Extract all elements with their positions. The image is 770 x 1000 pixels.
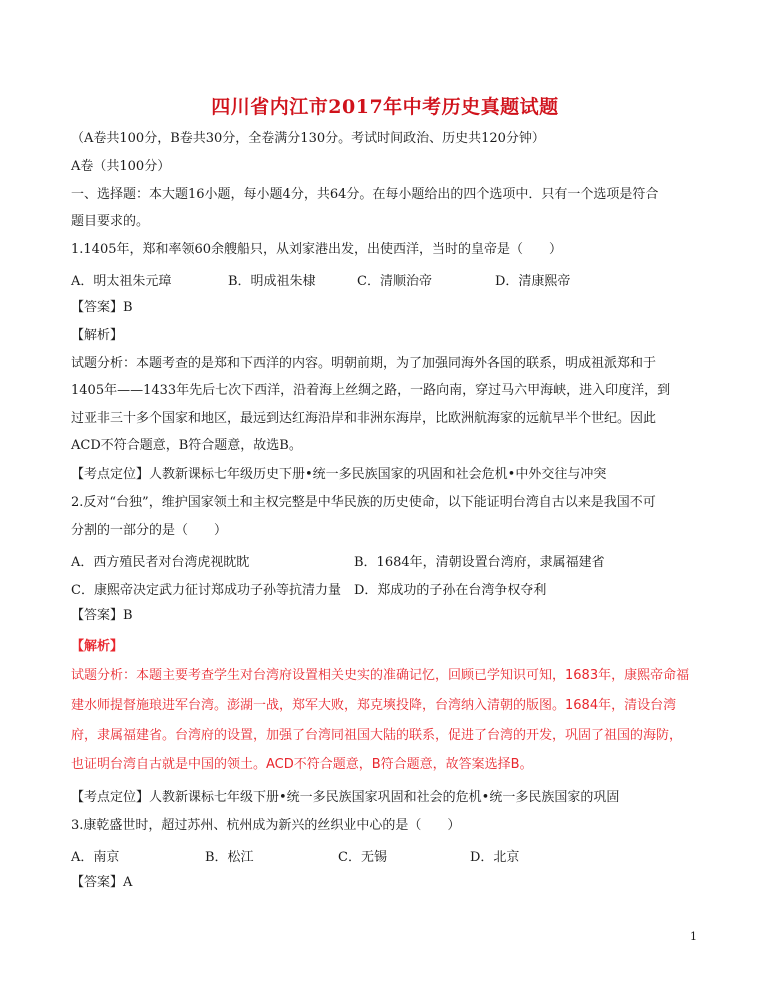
part1-instructions-cont: 题目要求的。 xyxy=(71,214,150,229)
q2-answer: 【答案】B xyxy=(71,608,133,623)
page-title: 四川省内江市2017年中考历史真题试题 xyxy=(211,96,559,118)
q2-option-b: B．1684年，清朝设置台湾府，隶属福建省 xyxy=(354,555,605,570)
q2-analysis-heading: 【解析】 xyxy=(71,639,124,654)
q3-answer: 【答案】A xyxy=(71,875,133,890)
q2-knowledge-point: 【考点定位】人教新课标七年级下册•统一多民族国家巩固和社会的危机•统一多民族国家的巩固 xyxy=(71,790,620,805)
q2-analysis-line: 府，隶属福建省。台湾府的设置，加强了台湾同祖国大陆的联系，促进了台湾的开发，巩固了祖国的海防， xyxy=(71,728,683,743)
q2-option-a: A．西方殖民者对台湾虎视眈眈 xyxy=(71,555,250,570)
page-number: 1 xyxy=(690,930,697,943)
q1-analysis-line: 试题分析：本题考查的是郑和下西洋的内容。明朝前期，为了加强同海外各国的联系，明成祖派郑和于 xyxy=(71,356,657,371)
q2-option-c: C．康熙帝决定武力征讨郑成功子孙等抗清力量 xyxy=(71,583,341,598)
q2-analysis-line: 也证明台湾自古就是中国的领土。ACD不符合题意，B符合题意，故答案选择B。 xyxy=(71,757,533,772)
q1-answer: 【答案】B xyxy=(71,300,133,315)
q1-option-d: D．清康熙帝 xyxy=(495,274,571,289)
q1-analysis-heading: 【解析】 xyxy=(71,328,124,343)
q3-option-d: D．北京 xyxy=(470,850,520,865)
intro-note: （A卷共100分，B卷共30分，全卷满分130分。考试时间政治、历史共120分钟） xyxy=(71,131,545,146)
part1-instructions: 一、选择题：本大题16小题，每小题4分，共64分。在每小题给出的四个选项中．只有一个选项是符合 xyxy=(71,187,659,202)
q2-stem-cont: 分割的一部分的是（ ） xyxy=(71,523,228,538)
section-a-heading: A卷（共100分） xyxy=(71,159,171,174)
q1-analysis-line: 1405年——1433年先后七次下西洋，沿着海上丝绸之路，一路向南，穿过马六甲海峡，进入印度洋，到 xyxy=(71,383,671,398)
q1-stem: 1.1405年，郑和率领60余艘船只，从刘家港出发，出使西洋，当时的皇帝是（ ） xyxy=(71,242,563,257)
q2-analysis-line: 试题分析：本题主要考查学生对台湾府设置相关史实的准确记忆，回顾已学知识可知，1683年，康熙帝命福 xyxy=(71,668,690,683)
q1-analysis-line: 过亚非三十多个国家和地区，最远到达红海沿岸和非洲东海岸，比欧洲航海家的远航早半个世纪。因此 xyxy=(71,411,657,426)
q3-option-a: A．南京 xyxy=(71,850,120,865)
q1-knowledge-point: 【考点定位】人教新课标七年级历史下册•统一多民族国家的巩固和社会危机•中外交往与冲突 xyxy=(71,467,607,482)
q1-option-b: B．明成祖朱棣 xyxy=(228,274,316,289)
q3-option-b: B．松江 xyxy=(205,850,254,865)
q1-option-a: A．明太祖朱元璋 xyxy=(71,274,172,289)
q2-analysis-line: 建水师提督施琅进军台湾。澎湖一战，郑军大败，郑克塽投降，台湾纳入清朝的版图。1684年，清设台湾 xyxy=(71,698,677,713)
q1-analysis-line: ACD不符合题意，B符合题意，故选B。 xyxy=(71,438,302,453)
q3-option-c: C．无锡 xyxy=(338,850,387,865)
q1-option-c: C．清顺治帝 xyxy=(357,274,432,289)
q2-option-d: D．郑成功的子孙在台湾争权夺利 xyxy=(354,583,547,598)
q3-stem: 3.康乾盛世时，超过苏州、杭州成为新兴的丝织业中心的是（ ） xyxy=(71,818,461,833)
q2-stem: 2.反对“台独”，维护国家领土和主权完整是中华民族的历史使命，以下能证明台湾自古以来是我国不可 xyxy=(71,495,656,510)
